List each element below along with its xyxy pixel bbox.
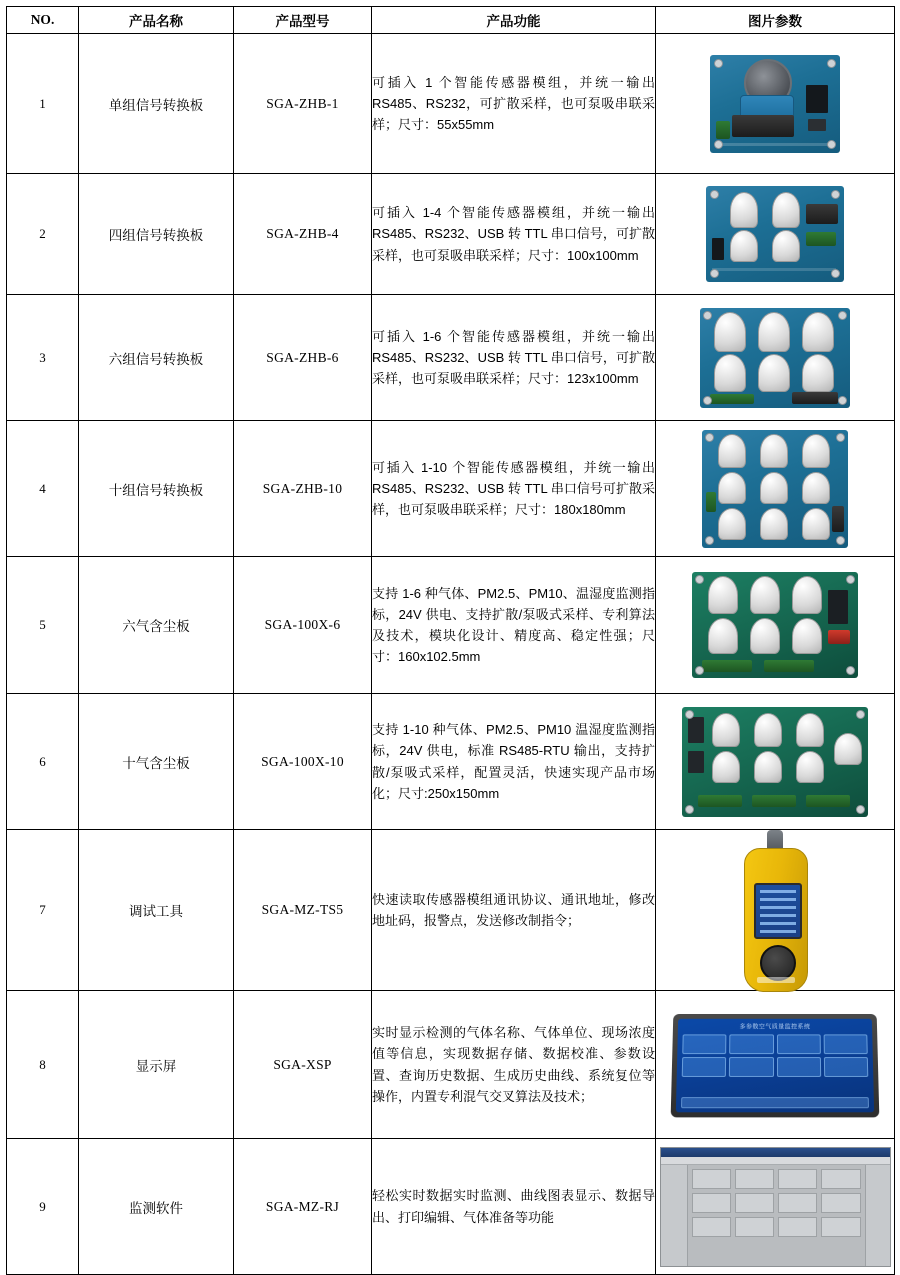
product-photo-four-channel-converter-board [656,186,894,282]
row-number: 8 [7,991,79,1139]
product-specification-table [6,6,895,1275]
product-model: SGA-MZ-RJ [234,1139,372,1275]
product-image-cell [656,174,895,295]
table-row [7,34,895,174]
product-image-cell [656,991,895,1139]
product-photo-ten-channel-converter-board [656,430,894,548]
product-photo-single-channel-converter-board [656,55,894,153]
product-function: 可插入 1-4 个智能传感器模组，并统一输出 RS485、RS232、USB 转 TTL 串口信号，可扩散采样，也可泵吸串联采样；尺寸：100x100mm [372,174,656,295]
table-header-row [7,7,895,34]
product-model: SGA-MZ-TS5 [234,830,372,991]
product-image-cell [656,34,895,174]
product-photo-display-screen [656,1013,894,1117]
product-image-cell [656,557,895,694]
product-photo-ten-gas-dust-board [656,707,894,817]
row-number: 3 [7,295,79,421]
product-image-cell [656,694,895,830]
table-row [7,830,895,991]
column-header-product-image: 图片参数 [656,7,895,34]
product-name: 十气含尘板 [79,694,234,830]
product-name: 十组信号转换板 [79,421,234,557]
product-model: SGA-ZHB-6 [234,295,372,421]
product-name: 六组信号转换板 [79,295,234,421]
product-function: 支持 1-6 种气体、PM2.5、PM10、温湿度监测指标，24V 供电、支持扩散/泵吸式采样、专利算法及技术，模块化设计、精度高、稳定性强；尺寸：160x102.5mm [372,557,656,694]
product-model: SGA-ZHB-10 [234,421,372,557]
product-image-cell [656,830,895,991]
product-name: 六气含尘板 [79,557,234,694]
column-header-product-model: 产品型号 [234,7,372,34]
table-row [7,421,895,557]
product-model: SGA-100X-6 [234,557,372,694]
product-function: 轻松实时数据实时监测、曲线图表显示、数据导出、打印编辑、气体准备等功能 [372,1139,656,1275]
product-photo-monitoring-software [656,1147,894,1267]
product-photo-six-gas-dust-board [656,572,894,678]
product-image-cell [656,1139,895,1275]
row-number: 2 [7,174,79,295]
monitor-screen [676,1018,874,1111]
product-function: 支持 1-10 种气体、PM2.5、PM10 温湿度监测指标，24V 供电，标准 RS485-RTU 输出，支持扩散/泵吸式采样，配置灵活，快速实现产品市场化；尺寸:250x150mm [372,694,656,830]
product-name: 单组信号转换板 [79,34,234,174]
product-photo-handheld-debug-tool [656,830,894,990]
product-model: SGA-ZHB-4 [234,174,372,295]
product-name: 四组信号转换板 [79,174,234,295]
table-body [7,34,895,1275]
row-number: 7 [7,830,79,991]
product-model: SGA-ZHB-1 [234,34,372,174]
software-screenshot [660,1147,891,1267]
product-image-cell [656,421,895,557]
product-function: 可插入 1-6 个智能传感器模组，并统一输出 RS485、RS232、USB 转 TTL 串口信号，可扩散采样，也可泵吸串联采样；尺寸：123x100mm [372,295,656,421]
row-number: 5 [7,557,79,694]
row-number: 6 [7,694,79,830]
table-row [7,557,895,694]
table-row [7,295,895,421]
detector-screen [754,883,802,939]
product-photo-six-channel-converter-board [656,308,894,408]
product-model: SGA-XSP [234,991,372,1139]
row-number: 1 [7,34,79,174]
product-name: 调试工具 [79,830,234,991]
column-header-product-name: 产品名称 [79,7,234,34]
product-function: 实时显示检测的气体名称、气体单位、现场浓度值等信息，实现数据存储、数据校准、参数设置、查询历史数据、生成历史曲线、系统复位等操作，内置专利混气交叉算法及技术； [372,991,656,1139]
table-header [7,7,895,34]
column-header-no: NO. [7,7,79,34]
product-name: 监测软件 [79,1139,234,1275]
product-function: 快速读取传感器模组通讯协议、通讯地址，修改地址码，报警点，发送修改制指令； [372,830,656,991]
table-row [7,1139,895,1275]
product-model: SGA-100X-10 [234,694,372,830]
detector-keypad [760,945,796,981]
row-number: 4 [7,421,79,557]
product-function: 可插入 1-10 个智能传感器模组，并统一输出 RS485、RS232、USB 转 TTL 串口信号可扩散采样，也可泵吸串联采样；尺寸：180x180mm [372,421,656,557]
product-function: 可插入 1 个智能传感器模组，并统一输出 RS485、RS232，可扩散采样，也可泵吸串联采样；尺寸：55x55mm [372,34,656,174]
row-number: 9 [7,1139,79,1275]
column-header-product-function: 产品功能 [372,7,656,34]
monitor-screen-title: 多参数空气质量监控系统 [739,1024,811,1030]
product-name: 显示屏 [79,991,234,1139]
product-image-cell [656,295,895,421]
table-row [7,694,895,830]
table-row [7,991,895,1139]
table-row [7,174,895,295]
